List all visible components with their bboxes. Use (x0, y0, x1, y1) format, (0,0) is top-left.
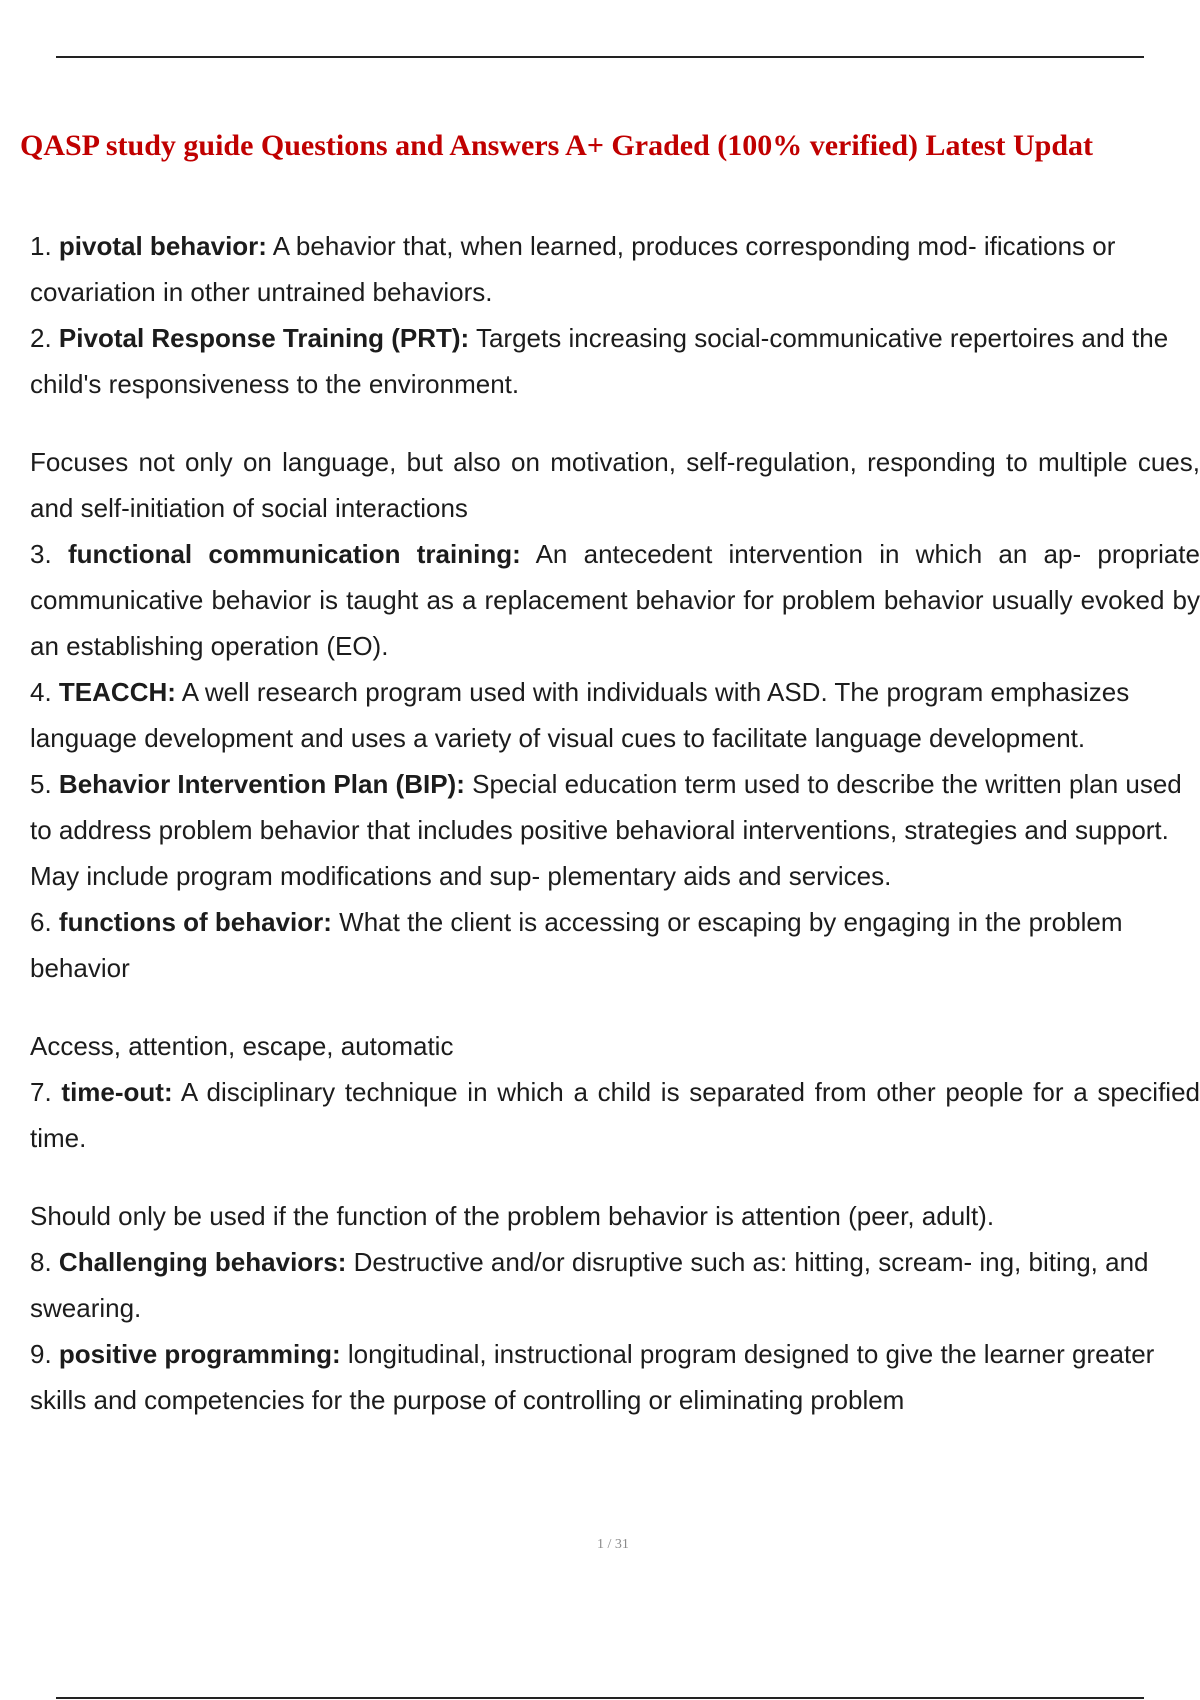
item-definition: longitudinal, instructional program designed to give the learner greater skills and competencies for the purpose of controlling or eliminating problem (30, 1339, 1155, 1415)
qa-item-4 (30, 669, 1200, 761)
item-term: Behavior Intervention Plan (BIP): (58, 769, 465, 799)
bottom-divider (56, 1697, 1144, 1699)
item-definition: Destructive and/or disruptive such as: hitting, scream- ing, biting, and swearing. (30, 1247, 1149, 1323)
item-extra-note: Focuses not only on language, but also on motivation, self-regulation, responding to multiple cues, and self-initiation of social interactions (30, 447, 1200, 523)
qa-item-7 (30, 1069, 1200, 1239)
item-number: 7. (30, 1077, 52, 1107)
item-extra-note: Access, attention, escape, automatic (30, 1031, 454, 1061)
qa-item-3 (30, 531, 1200, 669)
qa-item-9 (30, 1331, 1200, 1423)
item-term: pivotal behavior: (58, 231, 267, 261)
item-term: positive programming: (58, 1339, 341, 1369)
qa-item-8 (30, 1239, 1200, 1331)
document-title: QASP study guide Questions and Answers A+ Graded (100% verified) Latest Updat (20, 129, 1094, 162)
item-term: functions of behavior: (58, 907, 332, 937)
item-term: functional communication training: (67, 539, 521, 569)
item-term: Pivotal Response Training (PRT): (58, 323, 470, 353)
qa-list (30, 223, 1200, 1513)
item-definition: An antecedent intervention in which an ap- propriate communicative behavior is taught as a replacement behavior for problem behavior usually evoked by an establishing operation (EO). (30, 539, 1200, 661)
page-number: 1 / 31 (597, 1537, 629, 1552)
item-number: 5. (30, 769, 52, 799)
item-definition: A well research program used with individuals with ASD. The program emphasizes language development and uses a variety of visual cues to facilitate language development. (30, 677, 1130, 753)
item-definition: Special education term used to describe the written plan used to address problem behavior that includes positive behavioral interventions, strategies and support. May include program modifications and sup- plementary aids and services. (30, 769, 1182, 891)
top-divider (56, 56, 1144, 58)
qa-item-2 (30, 315, 1200, 531)
item-definition: A disciplinary technique in which a child is separated from other people for a specified time. (30, 1077, 1200, 1153)
item-number: 9. (30, 1339, 52, 1369)
item-number: 1. (30, 231, 52, 261)
qa-item-5 (30, 761, 1200, 899)
item-number: 3. (30, 539, 52, 569)
item-number: 2. (30, 323, 52, 353)
item-extra-note: Should only be used if the function of the problem behavior is attention (peer, adult). (30, 1201, 995, 1231)
item-definition: What the client is accessing or escaping by engaging in the problem behavior (30, 907, 1123, 983)
item-definition: A behavior that, when learned, produces corresponding mod- ifications or covariation in other untrained behaviors. (30, 231, 1116, 307)
qa-item-6 (30, 899, 1200, 1069)
item-number: 6. (30, 907, 52, 937)
item-term: time-out: (61, 1077, 173, 1107)
qa-item-1 (30, 223, 1200, 315)
item-term: TEACCH: (58, 677, 176, 707)
item-term: Challenging behaviors: (58, 1247, 347, 1277)
item-number: 4. (30, 677, 52, 707)
item-number: 8. (30, 1247, 52, 1277)
item-definition: Targets increasing social-communicative repertoires and the child's responsiveness to the environment. (30, 323, 1169, 399)
